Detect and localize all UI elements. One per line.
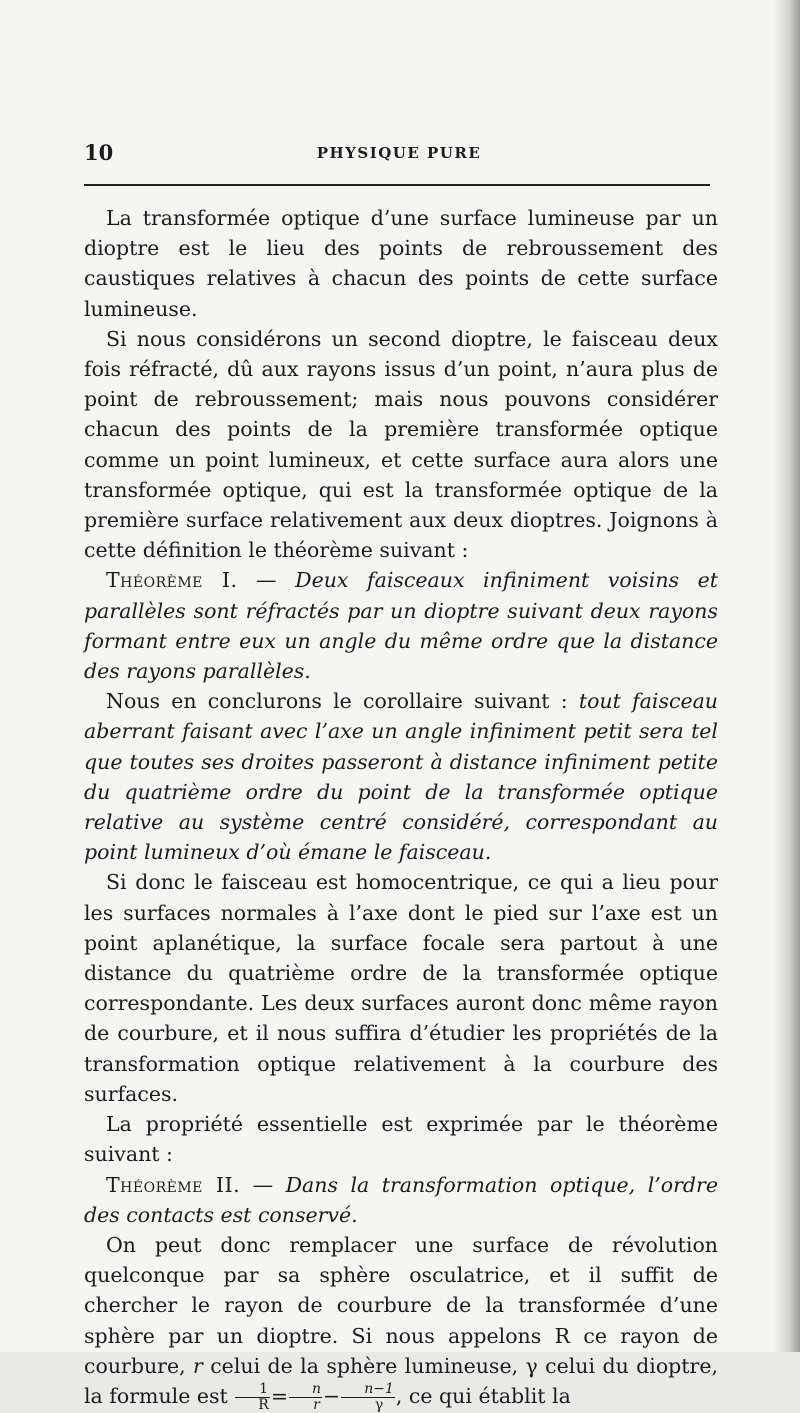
- paragraph-2: Si nous considérons un second dioptre, le faisceau deux fois réfracté, dû aux rayons issus d’un point, n’aura plus de point de rebroussement; mais nous pouvons considérer chacun des points de la première transformée optique comme un point lumineux, et cette surface aura alors une transformée optique, qui est la transformée optique de la première surface relativement aux deux dioptres. Joignons à cette définition le théorème suivant :: [84, 326, 718, 563]
- paragraph-1: La transformée optique d’une surface lumineuse par un dioptre est le lieu des points de rebroussement des caustiques relatives à chacun des points de cette surface lumineuse.: [84, 206, 718, 321]
- fraction-n-over-r: [289, 1382, 322, 1413]
- page-edge-shadow: [774, 0, 800, 1352]
- corollary-statement: tout faisceau aberrant faisant avec l’axe un angle infiniment petit sera tel que toutes ses droites passeront à distance infiniment petite du quatrième ordre du point de la transformée optique relative au système centré considéré, correspondant au point lumineux d’où émane le faisceau.: [84, 689, 718, 865]
- paragraph-6: [84, 1230, 718, 1413]
- theorem-2-statement: Dans la transformation optique, l’ordre des contacts est conservé.: [84, 1172, 718, 1227]
- page-number: 10: [84, 140, 114, 165]
- formula-equals: =: [270, 1383, 289, 1408]
- theorem-2-dash: —: [240, 1172, 286, 1197]
- formula-minus: −: [323, 1383, 341, 1408]
- paragraph-6-end: , ce qui établit la: [395, 1383, 571, 1408]
- theorem-1: [84, 565, 718, 686]
- header-rule: [84, 184, 710, 186]
- theorem-1-label: Théorème I.: [106, 568, 238, 593]
- paragraph-6-text: On peut donc remplacer une surface de révolution quelconque par sa sphère osculatrice, et il suffit de chercher le rayon de courbure de la transformée d’une sphère par un dioptre. Si nous appelons R ce rayon de courbure,: [84, 1232, 718, 1378]
- theorem-1-dash: —: [237, 568, 296, 593]
- paragraph-3-lead: Nous en conclurons le corollaire suivant :: [106, 689, 579, 714]
- fraction-2-denominator: r: [313, 1396, 320, 1413]
- fraction-1-over-R: [235, 1382, 270, 1413]
- theorem-2-label: Théorème II.: [106, 1172, 241, 1197]
- fraction-3-denominator: γ: [374, 1396, 384, 1413]
- variable-r: r: [193, 1353, 203, 1378]
- fraction-1-numerator: 1: [235, 1382, 270, 1398]
- fraction-n-minus-1-over-gamma: [341, 1382, 395, 1413]
- theorem-2: [84, 1170, 718, 1230]
- fraction-1-denominator: R: [258, 1396, 269, 1413]
- paragraph-6-mid: celui de la sphère lumineuse, γ celui du dioptre, la formule est: [84, 1353, 718, 1408]
- fraction-3-numerator: n−1: [341, 1382, 395, 1398]
- paragraph-4: Si donc le faisceau est homocentrique, ce qui a lieu pour les surfaces normales à l’axe dont le pied sur l’axe est un point aplanétique, la surface focale sera partout à une distance du quatrième ordre de la transformée optique correspondante. Les deux surfaces auront donc même rayon de courbure, et il nous suffira d’étudier les propriétés de la transformation optique relativement à la courbure des surfaces.: [84, 870, 718, 1106]
- paragraph-5: La propriété essentielle est exprimée par le théorème suivant :: [84, 1112, 718, 1167]
- body-text: [84, 203, 718, 1413]
- page-header: [84, 140, 714, 170]
- running-head: PHYSIQUE PURE: [316, 144, 482, 162]
- fraction-2-numerator: n: [289, 1382, 322, 1398]
- theorem-1-statement: Deux faisceaux infiniment voisins et parallèles sont réfractés par un dioptre suivant deux rayons formant entre eux un angle du même ordre que la distance des rayons parallèles.: [84, 568, 718, 684]
- paragraph-3: [84, 686, 718, 867]
